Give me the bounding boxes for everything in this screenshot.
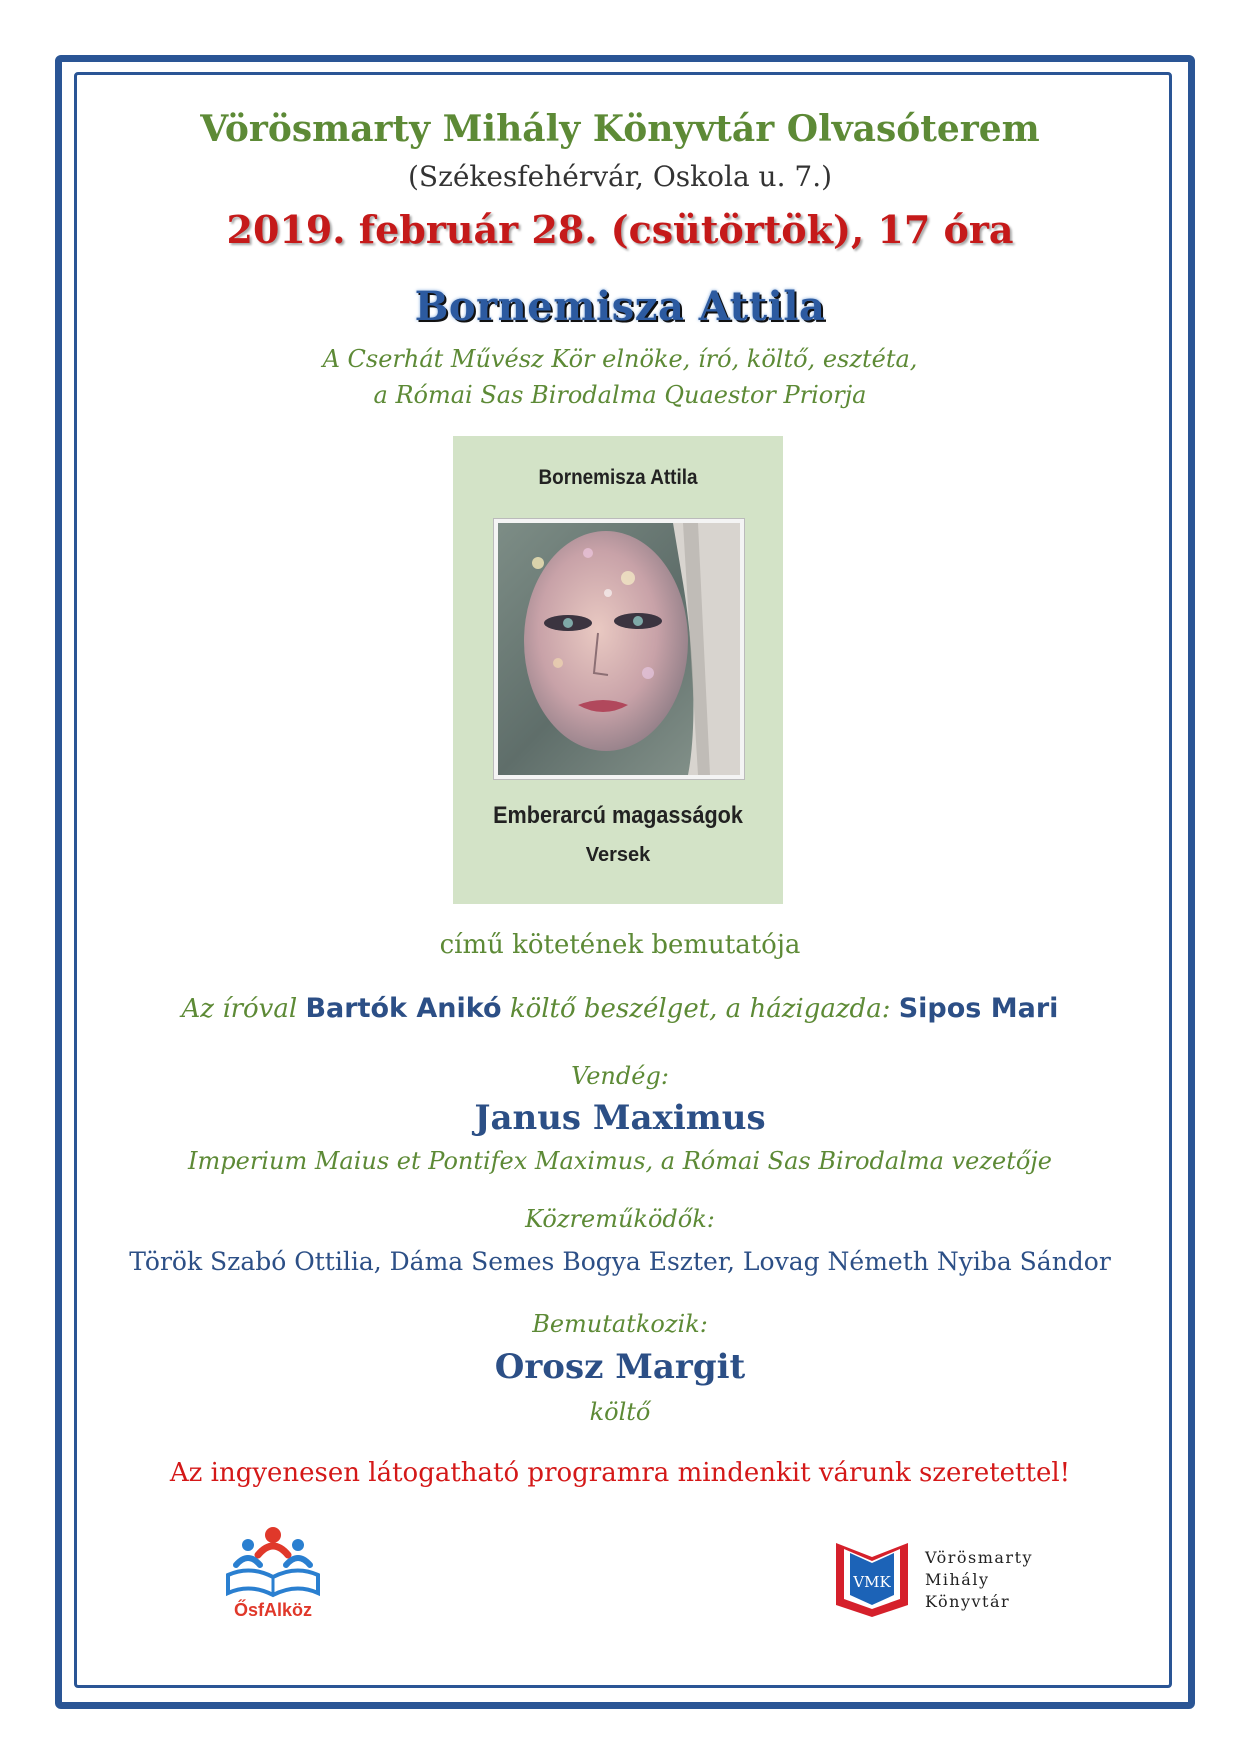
vmk-monogram: VMK [853,1573,891,1591]
vmk-logo [830,1535,1080,1625]
introduces-name: Orosz Margit [494,1347,746,1387]
host-name: Sipos Mari [898,993,1059,1024]
portrait-illustration [498,523,740,775]
vmk-logo-line2: Mihály [925,1570,990,1589]
venue-title: Vörösmarty Mihály Könyvtár Olvasóterem [200,108,1040,150]
book-author: Bornemisza Attila [538,466,698,489]
vmk-logo-line3: Könyvtár [925,1592,1011,1611]
talk-middle: költő beszélget, a házigazda: [509,994,891,1024]
author-description-line2: a Római Sas Birodalma Quaestor Priorja [373,381,867,409]
talk-prefix: Az íróval [181,994,298,1024]
cover-portrait [493,518,745,780]
venue-address: (Székesfehérvár, Oskola u. 7.) [407,160,833,193]
contributors-label: Közreműködők: [525,1205,715,1233]
vmk-logo-text [925,1547,1033,1613]
guest-label: Vendég: [571,1062,669,1090]
author-description-line1: A Cserhát Művész Kör elnöke, író, költő, esztéta, [322,345,918,373]
event-datetime: 2019. február 28. (csütörtök), 17 óra [226,207,1014,252]
book-title: Emberarcú magasságok [493,802,743,829]
vmk-logo-line1: Vörösmarty [925,1548,1034,1567]
book-subtitle: Versek [585,844,651,866]
guest-description: Imperium Maius et Pontifex Maximus, a Római Sas Birodalma vezetője [188,1147,1052,1175]
people-book-icon [218,1525,328,1600]
guest-name: Janus Maximus [474,1098,766,1138]
author-name: Bornemisza Attila [414,283,826,330]
interviewer-name: Bartók Anikó [305,993,502,1024]
talk-line [80,993,1160,1024]
contributors-names: Török Szabó Ottilia, Dáma Semes Bogya Eszter, Lovag Németh Nyiba Sándor [129,1247,1111,1276]
osfalkoz-logo-text: ŐsfAlköz [233,1600,312,1620]
presentation-text: című kötetének bemutatója [439,930,801,960]
vmk-book-icon [830,1535,915,1620]
introduces-role: költő [589,1398,651,1426]
introduces-label: Bemutatkozik: [532,1310,708,1338]
book-cover-image [453,436,783,904]
footer-invitation: Az ingyenesen látogatható programra mindenkit várunk szeretettel! [169,1458,1071,1488]
osfalkoz-logo [218,1525,328,1625]
